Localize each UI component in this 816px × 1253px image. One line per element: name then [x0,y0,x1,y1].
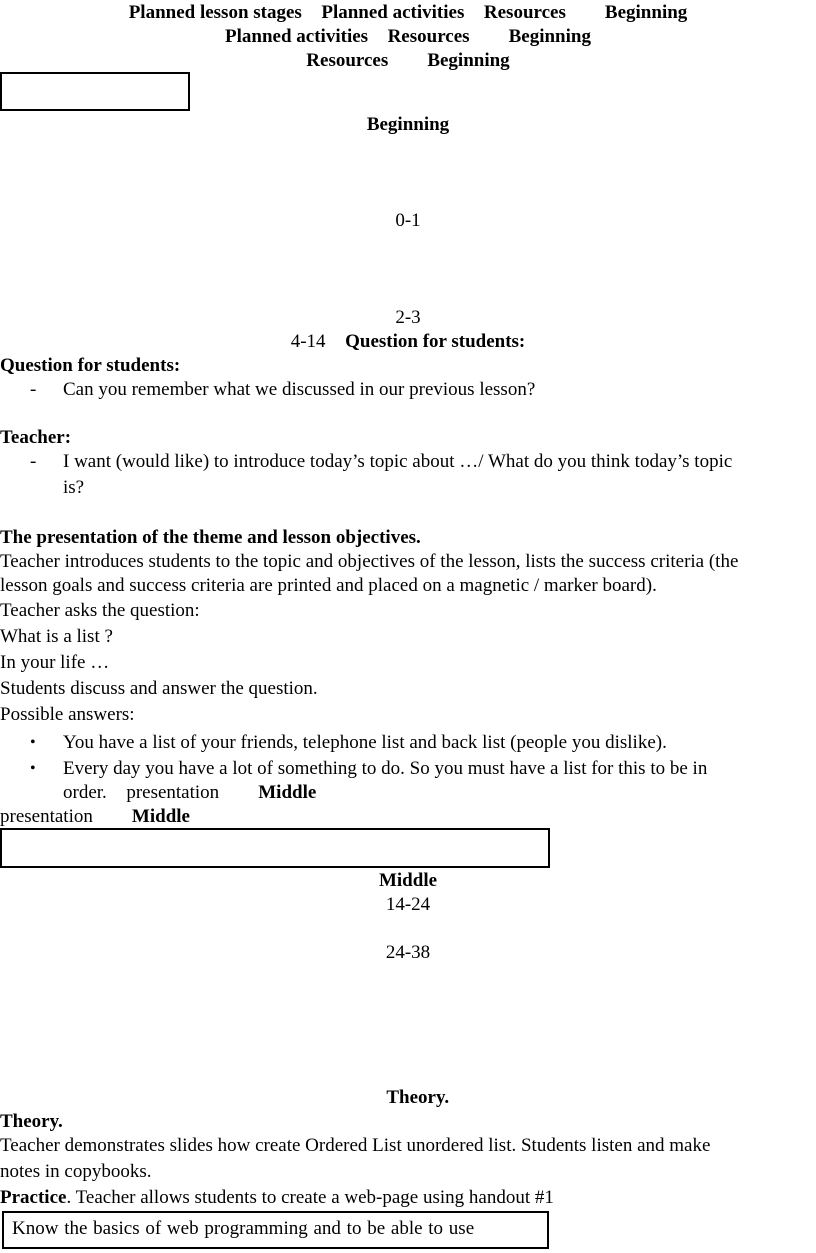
middle-title: Middle [378,870,438,891]
teacher-asks: Teacher asks the question: [0,600,200,621]
theory-center-bold: Theory. [376,1087,440,1108]
time-0-1: 0-1 [395,210,421,231]
answer-bullet-2-line-2 [63,782,316,804]
teacher-heading: Teacher: [0,427,72,448]
time-2-3: 2-3 [395,307,421,328]
dash-marker: - [30,451,37,472]
question-item: Can you remember what we discussed in our previous lesson? [63,379,536,400]
bullet-marker: • [30,734,36,751]
presentation-p1-line-2: lesson goals and success criteria are printed and placed on a magnetic / marker board). [0,575,657,596]
header-line-1: Planned lesson stages Planned activities Resources Beginning [160,2,656,23]
teacher-item-line-2: is? [63,477,85,498]
header-line-3: Resources Beginning [323,50,493,71]
time-4-14 [0,331,816,353]
answer-bullet-2-middle: Middle [209,782,268,803]
presentation-p1-line-1: Teacher introduces students to the topic and objectives of the lesson, lists the success criteria (the [0,551,739,572]
empty-box-1 [0,72,190,111]
practice-label: Practice [0,1187,67,1208]
teacher-item-line-1: I want (would like) to introduce today’s topic about …/ What do you think today’s topic [63,451,733,472]
students-discuss: Students discuss and answer the question. [0,678,318,699]
presentation-middle-line [0,806,190,828]
practice-line [0,1187,554,1209]
theory-heading: Theory. [0,1111,63,1132]
theory-center-label [0,1087,816,1109]
in-your-life: In your life … [0,652,110,673]
possible-answers: Possible answers: [0,704,135,725]
header-line-2: Planned activities Resources Beginning [249,26,567,47]
time-4-14-value: 4-14 [298,331,338,352]
objective-box [2,1211,549,1249]
what-is-list: What is a list ? [0,626,113,647]
presentation-text: presentation [0,806,98,827]
bullet-marker: • [30,760,36,777]
time-4-14-label: Question for students: [337,331,518,352]
theory-p-line-1: Teacher demonstrates slides how create Ordered List unordered list. Students listen and make [0,1135,711,1156]
time-14-24: 14-24 [385,894,431,915]
dash-marker: - [30,379,37,400]
presentation-heading: The presentation of the theme and lesson objectives. [0,527,421,548]
beginning-title: Beginning [366,114,450,135]
middle-label: Middle [97,806,156,827]
answer-bullet-2-line-1: Every day you have a lot of something to do. So you must have a list for this to be in [63,758,708,779]
objective-text: Know the basics of web programming and to be able to use [12,1218,475,1239]
answer-bullet-1: You have a list of your friends, telephone list and back list (people you dislike). [63,732,667,753]
time-24-38: 24-38 [385,942,431,963]
theory-center-prefix [367,1087,387,1108]
empty-box-2 [0,828,550,868]
question-heading: Question for students: [0,355,181,376]
practice-text: . Teacher allows students to create a web-page using handout #1 [66,1187,554,1208]
answer-bullet-2-text: order. presentation [63,782,210,803]
theory-p-line-2: notes in copybooks. [0,1161,152,1182]
